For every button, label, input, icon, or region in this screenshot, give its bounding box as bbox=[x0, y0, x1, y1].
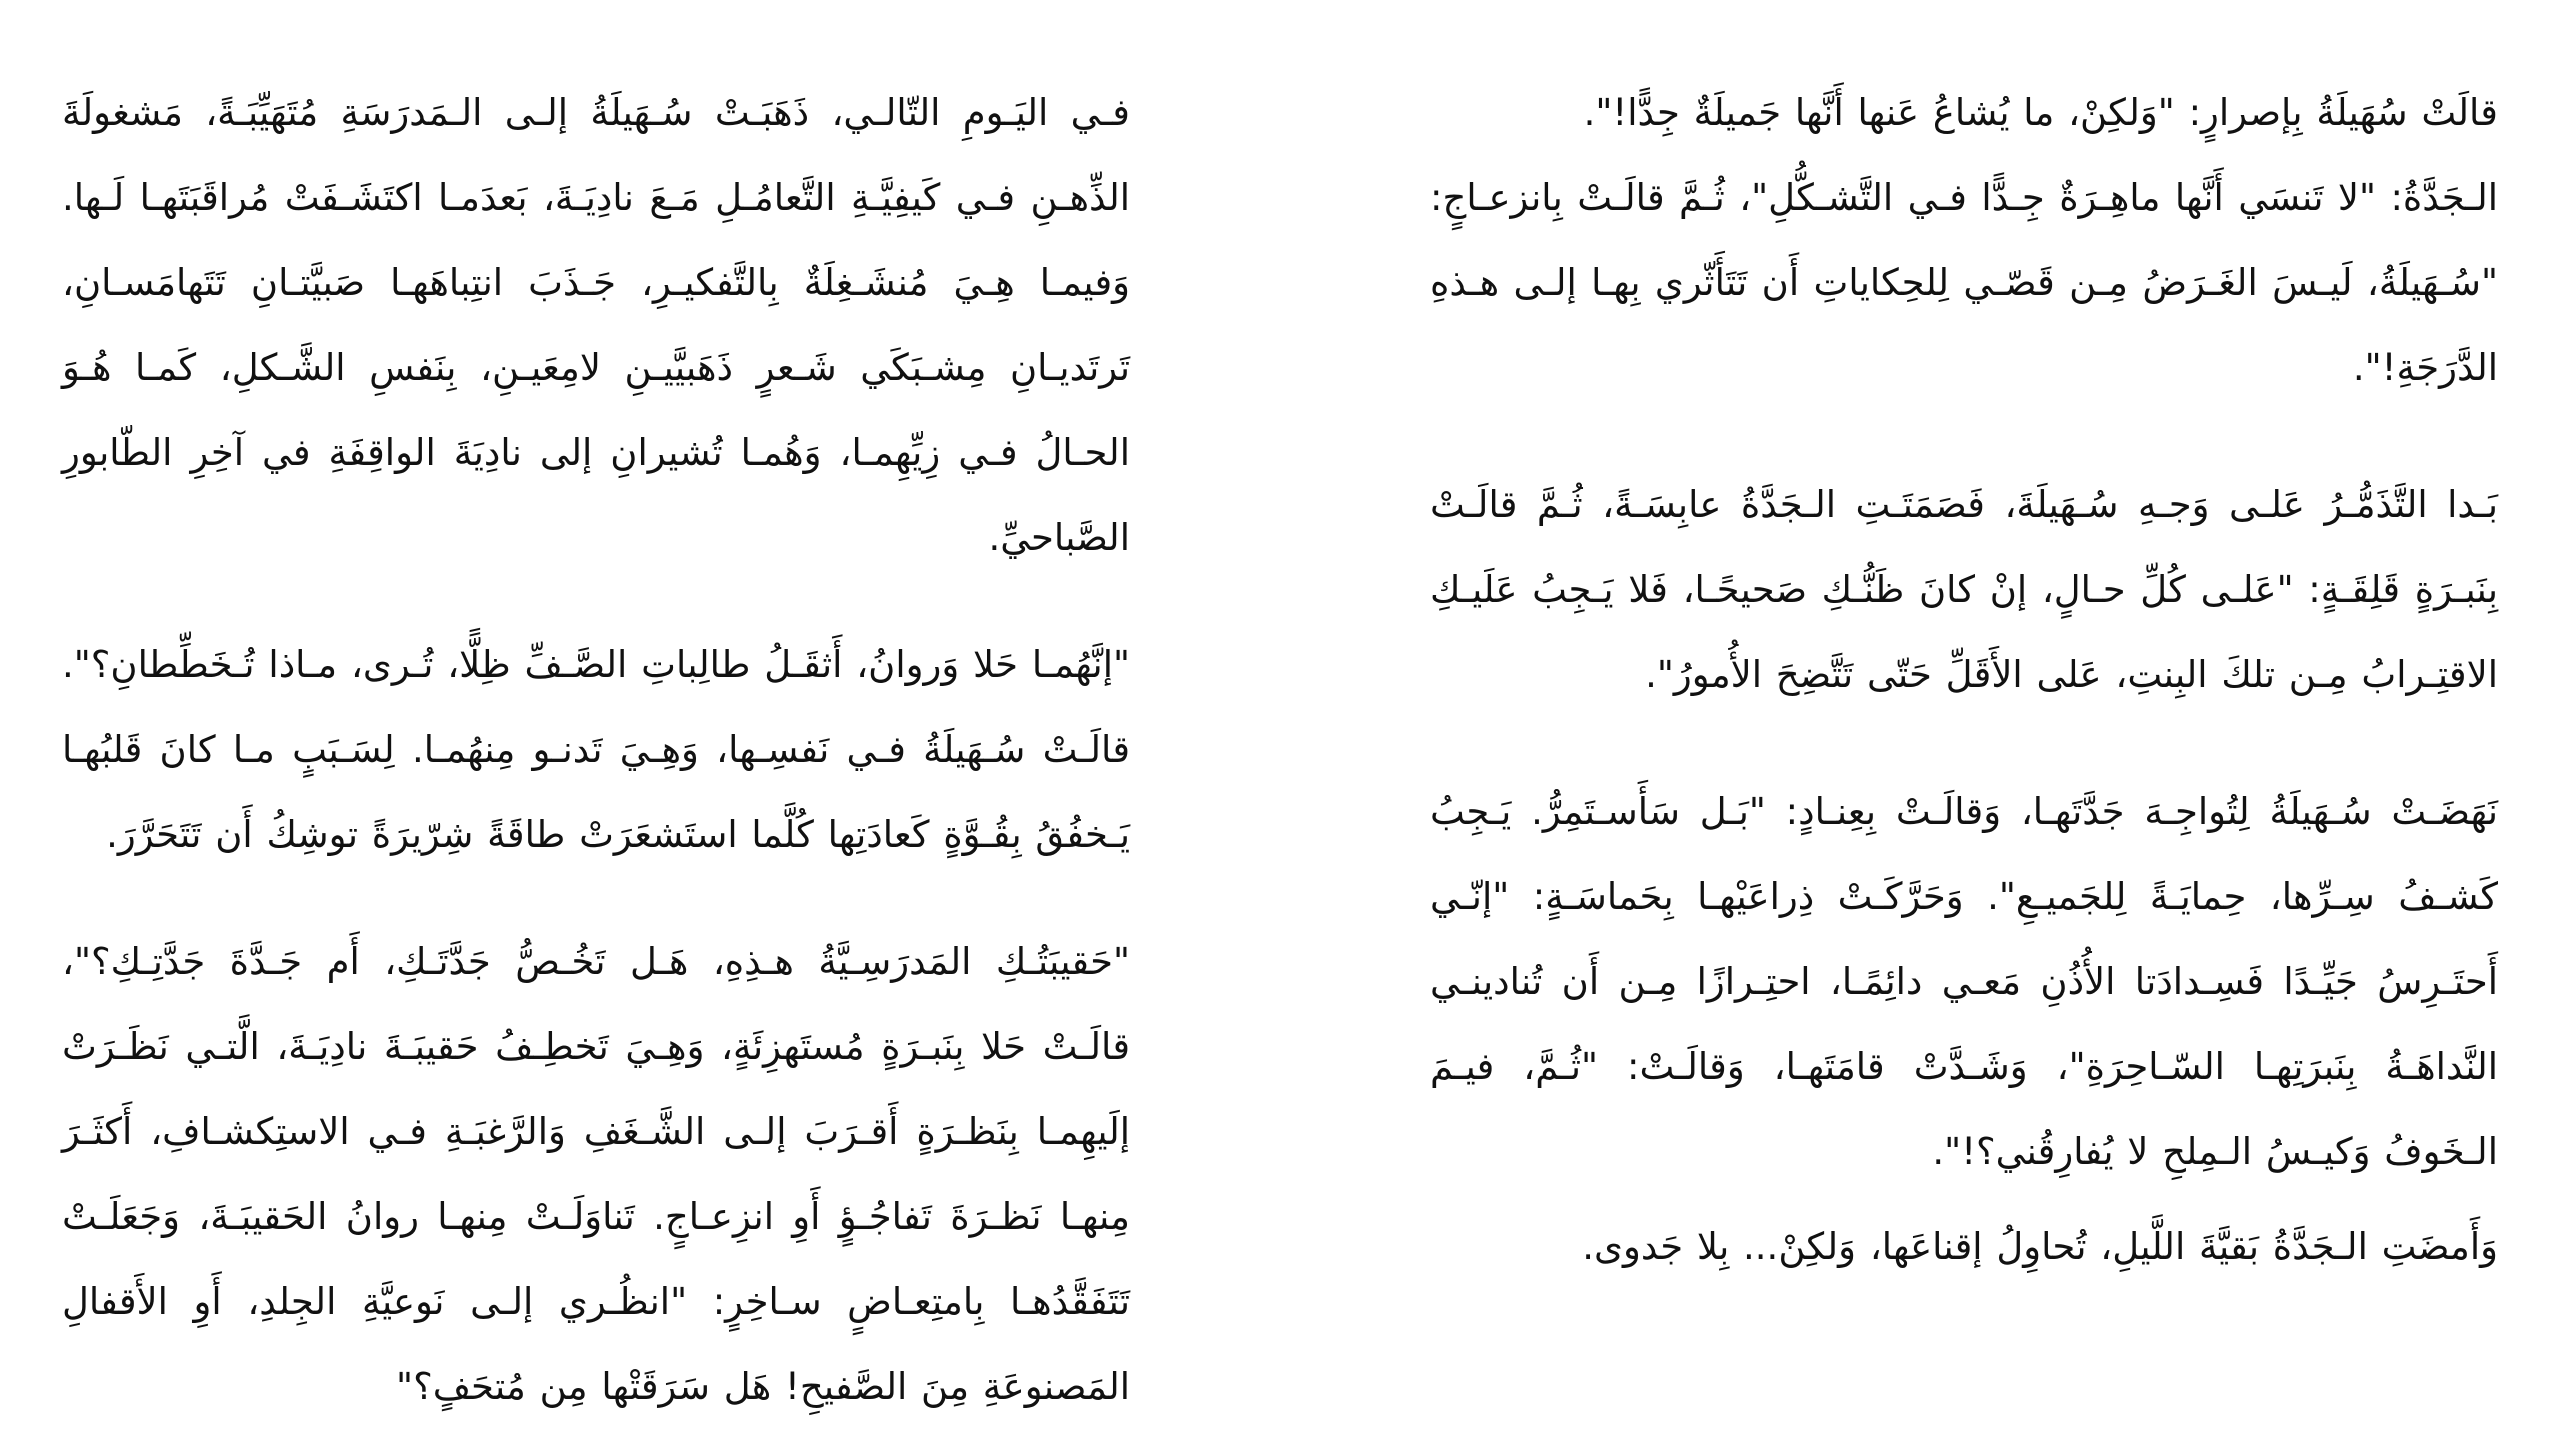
paragraph: فـي اليَـومِ التّالـي، ذَهَبَـتْ سُـهَيلَةُ إلـى الـمَدرَسَةِ مُتَهَيِّبَـةً، مَشغولَةَ الذِّهـنِ فـي كَيفِيَّـةِ التَّعامُـلِ مَـعَ نادِيَـةَ، بَعدَمـا اكتَشَـفَتْ مُراقَبَتَهـا لَـها. وَفيمـا هِـيَ مُنشَـغِلَةٌ بِالتَّفكيـرِ، جَـذَبَ انتِباهَهـا صَبيَّتـانِ تَتَهامَسـانِ، تَرتَديـانِ مِشـبَكَي شَـعرٍ ذَهَبيَّيـنِ لامِعَيـنِ، بِنَفسِ الشَّـكلِ، كَمـا هُـوَ الحـالُ فـي زِيِّهِمـا، وَهُمـا تُشيرانِ إلى نادِيَةَ الواقِفَةِ في آخِرِ الطّابورِ الصَّباحيِّ. bbox=[62, 91, 1130, 559]
paragraph: "حَقيبَتُـكِ المَدرَسِـيَّةُ هـذِهِ، هَـل تَخُـصُّ جَدَّتَـكِ، أَم جَـدَّةَ جَدَّتِـكِ؟"، قالَـتْ حَلا بِنَبـرَةٍ مُستَهزِئَةٍ، وَهِـيَ تَخطِـفُ حَقيبَـةَ نادِيَـةَ، الَّتـي نَظَـرَتْ إلَيهِمـا بِنَظـرَةٍ أَقـرَبَ إلـى الشَّـغَفِ وَالرَّغبَـةِ فـي الاستِكشـافِ، أَكثَـرَ مِنهـا نَظـرَةَ تَفاجُـؤٍ أَوِ انزِعـاجٍ. تَناوَلَـتْ مِنهـا روانُ الحَقيبَـةَ، وَجَعَلَـتْ تَتَفَقَّدُهـا بِامتِعـاضٍ سـاخِرٍ: "انظُـري إلـى نَوعيَّةِ الجِلدِ، أَوِ الأَقفالِ المَصنوعَةِ مِنَ الصَّفيحِ! هَل سَرَقَتْها مِن مُتحَفٍ؟" bbox=[62, 940, 1130, 1408]
paragraph: نَهَضَـتْ سُـهَيلَةُ لِتُواجِـهَ جَدَّتَهـا، وَقالَـتْ بِعِنـادٍ: "بَـل سَأَسـتَمِرُّ. يَـجِبُ كَشـفُ سِـرِّها، حِمايَـةً لِلجَميـعِ". وَحَرَّكَـتْ ذِراعَيْهـا بِحَماسَـةٍ: "إنّـي أَحتَـرِسُ جَيِّـدًا فَسِـدادَتا الأُذُنِ مَعـي دائِمًـا، احتِـرازًا مِـن أَن تُنادينـي النَّداهَـةُ بِنَبرَتِهـا السّـاحِرَةِ"، وَشَـدَّتْ قامَتَهـا، وَقالَـتْ: "ثُـمَّ، فيـمَ الـخَوفُ وَكيـسُ الـمِلحِ لا يُفارِقُني؟!". bbox=[1430, 790, 2498, 1173]
paragraph: بَـدا التَّذَمُّـرُ عَلـى وَجـهِ سُـهَيلَةَ، فَصَمَتَـتِ الـجَدَّةُ عابِسَـةً، ثُـمَّ قالَـتْ بِنَبـرَةٍ قَلِقَـةٍ: "عَلـى كُلِّ حـالٍ، إنْ كانَ ظَنُّـكِ صَحيحًـا، فَلا يَـجِبُ عَلَيـكِ الاقتِـرابُ مِـن تلكَ البِنتِ، عَلى الأَقَلِّ حَتّى تَتَّضِحَ الأُمورُ". bbox=[1430, 483, 2498, 696]
left-page bbox=[0, 0, 1240, 1440]
paragraph: "إنَّهُمـا حَلا وَروانُ، أَثقَـلُ طالِباتِ الصَّـفِّ ظِلًّا، تُـرى، مـاذا تُـخَطِّطانِ؟". قالَـتْ سُـهَيلَةُ فـي نَفسِـها، وَهِـيَ تَدنـو مِنهُمـا. لِسَـبَبٍ مـا كانَ قَلبُهـا يَـخفُقُ بِقُـوَّةٍ كَعادَتِها كُلَّما استَشعَرَتْ طاقَةً شِرّيرَةً توشِكُ أَن تَتَحَرَّرَ. bbox=[62, 643, 1130, 856]
paragraph: وَأَمضَتِ الـجَدَّةُ بَقيَّةَ اللَّيلِ، تُحاوِلُ إقناعَها، وَلكِنْ... بِلا جَدوى. bbox=[1582, 1225, 2498, 1268]
paragraph: الـجَدَّةُ: "لا تَنسَي أَنَّها ماهِـرَةٌ جِـدًّا فـي التَّشـكُّلِ"، ثُـمَّ قالَـتْ بِانزعـاجٍ: "سُـهَيلَةُ، لَيـسَ الغَـرَضُ مِـن قَصّـي لِلحِكاياتِ أَن تَتَأَثّري بِهـا إلـى هـذهِ الدَّرَجَةِ!". bbox=[1430, 176, 2498, 389]
paragraph: قالَتْ سُهَيلَةُ بِإصرارٍ: "وَلكِنْ، ما يُشاعُ عَنها أَنَّها جَميلَةٌ جِدًّا!". bbox=[1583, 91, 2498, 134]
right-page bbox=[1320, 0, 2560, 1440]
